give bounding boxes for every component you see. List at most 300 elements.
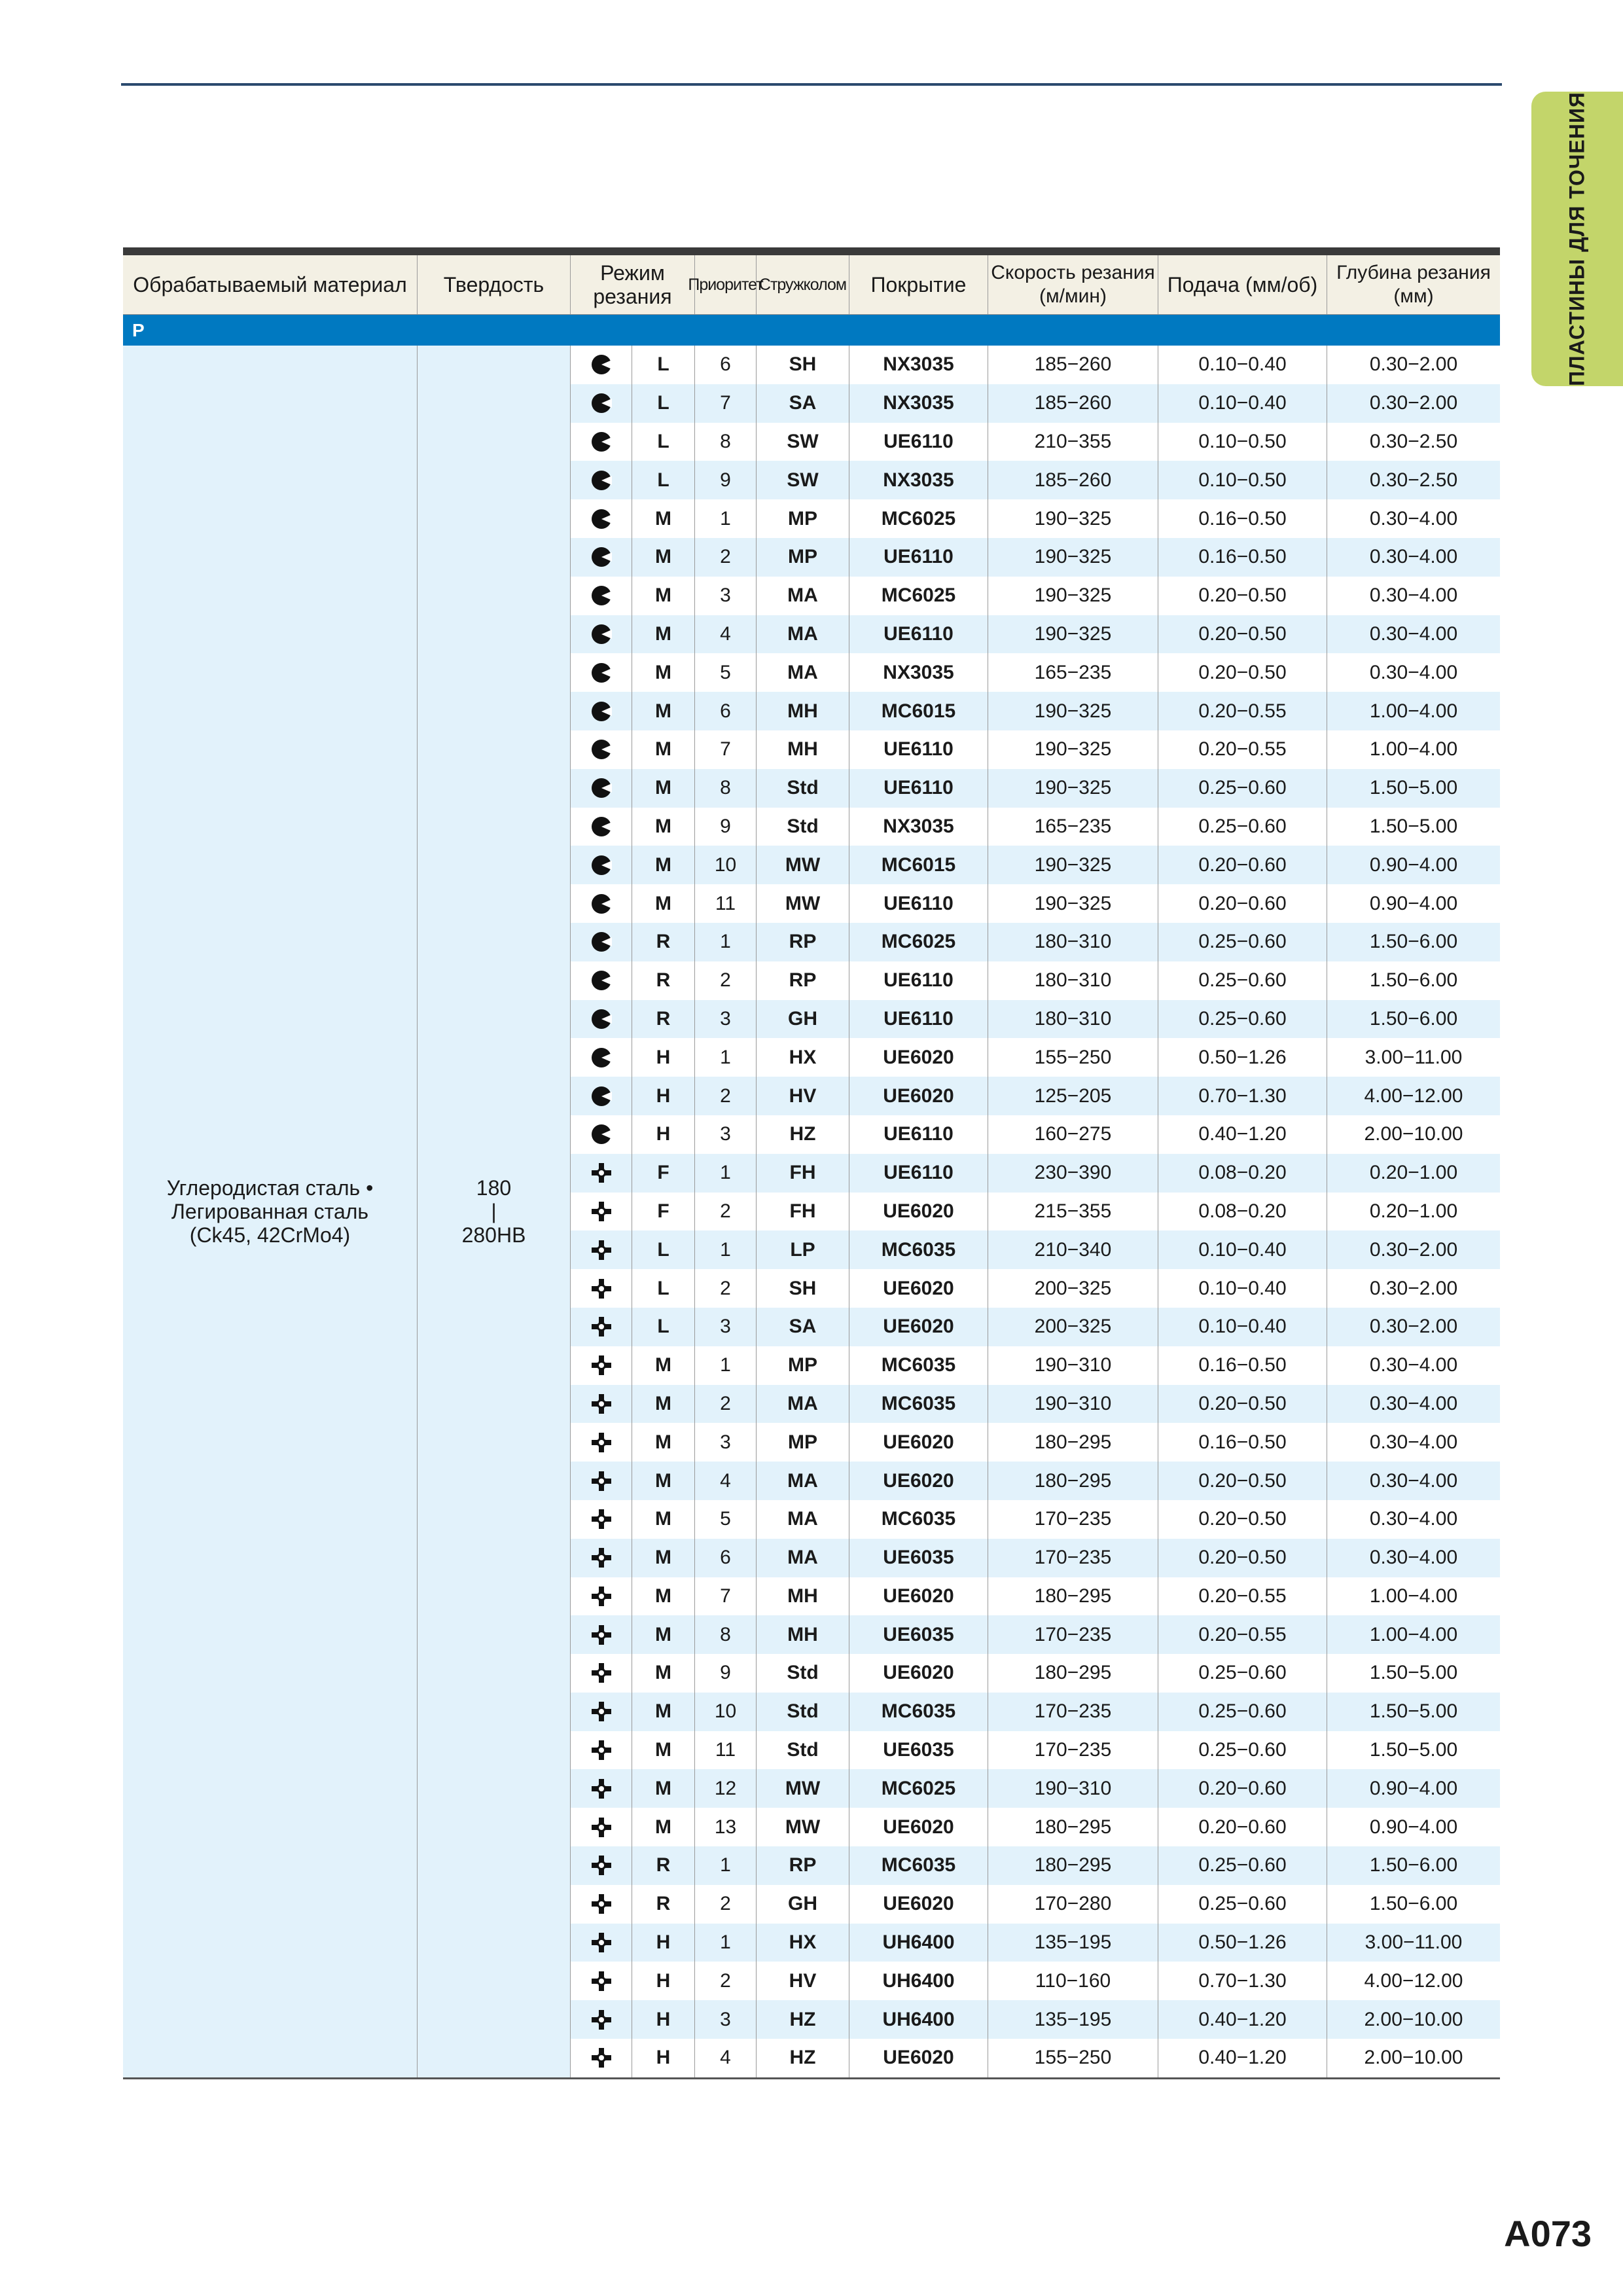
mode-cell: L — [632, 423, 695, 461]
hardness-line: 180 — [476, 1175, 512, 1200]
chipbreaker-cell: SH — [757, 1269, 849, 1308]
table-row — [571, 769, 1500, 808]
table-row — [571, 1808, 1500, 1846]
feed-cell: 0.10−0.40 — [1158, 1269, 1327, 1308]
coating-cell: MC6035 — [849, 1230, 988, 1269]
depth-cell: 1.00−4.00 — [1369, 1585, 1458, 1607]
table-row — [571, 1038, 1500, 1077]
mode-cell: M — [632, 1769, 695, 1808]
priority-cell: 3 — [695, 1423, 757, 1462]
speed-cell: 190−325 — [988, 499, 1158, 538]
mode-cell: M — [632, 538, 695, 577]
priority-cell: 5 — [695, 1500, 757, 1539]
chipbreaker-cell: MA — [757, 1385, 849, 1424]
chipbreaker-cell: HV — [757, 1962, 849, 2000]
insert-double-sided-icon — [571, 1230, 632, 1269]
chipbreaker-cell: Std — [757, 769, 849, 808]
hardness-cell — [418, 346, 571, 2077]
feed-cell: 0.20−0.60 — [1158, 846, 1327, 884]
speed-cell: 185−260 — [988, 461, 1158, 499]
coating-cell: NX3035 — [849, 653, 988, 692]
feed-cell: 0.20−0.55 — [1158, 1615, 1327, 1654]
mode-cell: H — [632, 2039, 695, 2077]
feed-cell: 0.25−0.60 — [1158, 1000, 1327, 1039]
feed-cell: 0.50−1.26 — [1158, 1038, 1327, 1077]
priority-cell: 3 — [695, 577, 757, 615]
priority-cell: 11 — [695, 884, 757, 923]
speed-cell: 170−235 — [988, 1615, 1158, 1654]
depth-cell: 0.30−2.00 — [1369, 392, 1458, 414]
mode-cell: H — [632, 1115, 695, 1154]
coating-cell: UE6110 — [849, 423, 988, 461]
table-row — [571, 1577, 1500, 1616]
insert-single-sided-icon — [571, 884, 632, 923]
feed-cell: 0.25−0.60 — [1158, 1846, 1327, 1885]
coating-cell: UE6020 — [849, 1038, 988, 1077]
speed-cell: 170−235 — [988, 1500, 1158, 1539]
depth-cell: 1.00−4.00 — [1369, 1623, 1458, 1645]
insert-double-sided-icon — [571, 1924, 632, 1962]
table-row — [571, 808, 1500, 846]
table-row — [571, 1962, 1500, 2000]
coating-cell: UE6020 — [849, 1193, 988, 1231]
insert-single-sided-icon — [571, 808, 632, 846]
priority-cell: 8 — [695, 769, 757, 808]
feed-cell: 0.16−0.50 — [1158, 499, 1327, 538]
coating-cell: UE6110 — [849, 961, 988, 1000]
header-mode: Режим резания — [571, 255, 695, 314]
feed-cell: 0.25−0.60 — [1158, 769, 1327, 808]
mode-cell: F — [632, 1154, 695, 1193]
table-row — [571, 1615, 1500, 1654]
feed-cell: 0.20−0.60 — [1158, 1769, 1327, 1808]
depth-cell: 2.00−10.00 — [1364, 2047, 1463, 2069]
priority-cell: 1 — [695, 1154, 757, 1193]
speed-cell: 230−390 — [988, 1154, 1158, 1193]
speed-cell: 190−325 — [988, 846, 1158, 884]
depth-cell: 1.50−5.00 — [1369, 1739, 1458, 1761]
insert-double-sided-icon — [571, 1731, 632, 1770]
coating-cell: UE6020 — [849, 2039, 988, 2077]
depth-cell: 4.00−12.00 — [1364, 1969, 1463, 1992]
insert-double-sided-icon — [571, 2000, 632, 2039]
speed-cell: 170−280 — [988, 1885, 1158, 1924]
mode-cell: M — [632, 577, 695, 615]
table-row — [571, 1693, 1500, 1731]
chipbreaker-cell: MA — [757, 1539, 849, 1577]
priority-cell: 1 — [695, 1230, 757, 1269]
feed-cell: 0.10−0.50 — [1158, 461, 1327, 499]
material-group-bar — [123, 315, 1500, 346]
mode-cell: M — [632, 884, 695, 923]
table-row — [571, 1654, 1500, 1693]
insert-single-sided-icon — [571, 1077, 632, 1115]
speed-cell: 180−310 — [988, 1000, 1158, 1039]
speed-cell: 190−310 — [988, 1346, 1158, 1385]
coating-cell: UE6020 — [849, 1269, 988, 1308]
insert-double-sided-icon — [571, 1846, 632, 1885]
speed-cell: 200−325 — [988, 1308, 1158, 1346]
depth-cell: 0.30−4.00 — [1369, 546, 1458, 568]
insert-single-sided-icon — [571, 1000, 632, 1039]
coating-cell: UH6400 — [849, 2000, 988, 2039]
mode-cell: L — [632, 1230, 695, 1269]
feed-cell: 0.25−0.60 — [1158, 923, 1327, 961]
speed-cell: 190−325 — [988, 538, 1158, 577]
hardness-line: | — [491, 1199, 497, 1223]
depth-cell: 1.50−6.00 — [1369, 1007, 1458, 1030]
table-row — [571, 1846, 1500, 1885]
coating-cell: NX3035 — [849, 808, 988, 846]
chipbreaker-cell: HX — [757, 1038, 849, 1077]
chipbreaker-cell: MP — [757, 1423, 849, 1462]
mode-cell: L — [632, 1308, 695, 1346]
coating-cell: MC6025 — [849, 1769, 988, 1808]
chipbreaker-cell: MW — [757, 884, 849, 923]
insert-single-sided-icon — [571, 1038, 632, 1077]
speed-cell: 165−235 — [988, 808, 1158, 846]
mode-cell: M — [632, 1577, 695, 1616]
depth-cell: 4.00−12.00 — [1364, 1085, 1463, 1107]
insert-single-sided-icon — [571, 692, 632, 730]
speed-cell: 180−295 — [988, 1423, 1158, 1462]
coating-cell: UE6035 — [849, 1615, 988, 1654]
table-row — [571, 1000, 1500, 1039]
feed-cell: 0.10−0.40 — [1158, 346, 1327, 384]
chipbreaker-cell: Std — [757, 1693, 849, 1731]
speed-cell: 170−235 — [988, 1539, 1158, 1577]
speed-cell: 180−295 — [988, 1462, 1158, 1500]
mode-cell: H — [632, 1038, 695, 1077]
priority-cell: 5 — [695, 653, 757, 692]
priority-cell: 2 — [695, 1885, 757, 1924]
speed-cell: 190−310 — [988, 1385, 1158, 1424]
coating-cell: MC6035 — [849, 1346, 988, 1385]
chipbreaker-cell: MH — [757, 692, 849, 730]
coating-cell: UE6035 — [849, 1731, 988, 1770]
chipbreaker-cell: HZ — [757, 2039, 849, 2077]
depth-cell: 0.30−2.50 — [1369, 430, 1458, 452]
depth-cell: 0.30−2.00 — [1369, 1316, 1458, 1338]
mode-cell: H — [632, 1077, 695, 1115]
mode-cell: M — [632, 653, 695, 692]
depth-cell: 0.30−4.00 — [1369, 1392, 1458, 1414]
table-row — [571, 1346, 1500, 1385]
coating-cell: UE6110 — [849, 730, 988, 769]
chipbreaker-cell: RP — [757, 923, 849, 961]
chipbreaker-cell: MH — [757, 1577, 849, 1616]
header-coating: Покрытие — [849, 255, 988, 314]
depth-cell: 0.30−4.00 — [1369, 1354, 1458, 1376]
chipbreaker-cell: MP — [757, 1346, 849, 1385]
depth-cell: 0.20−1.00 — [1369, 1200, 1458, 1222]
priority-cell: 7 — [695, 730, 757, 769]
depth-cell: 0.30−4.00 — [1369, 622, 1458, 645]
section-side-tab-label: ПЛАСТИНЫ ДЛЯ ТОЧЕНИЯ — [1565, 92, 1589, 386]
mode-cell: M — [632, 1654, 695, 1693]
table-row — [571, 1308, 1500, 1346]
priority-cell: 8 — [695, 423, 757, 461]
insert-single-sided-icon — [571, 1115, 632, 1154]
feed-cell: 0.20−0.55 — [1158, 1577, 1327, 1616]
chipbreaker-cell: SA — [757, 1308, 849, 1346]
coating-cell: NX3035 — [849, 384, 988, 423]
table-row — [571, 499, 1500, 538]
speed-cell: 165−235 — [988, 653, 1158, 692]
table-row — [571, 1462, 1500, 1500]
chipbreaker-cell: GH — [757, 1885, 849, 1924]
table-row — [571, 846, 1500, 884]
coating-cell: UE6110 — [849, 538, 988, 577]
chipbreaker-cell: Std — [757, 1654, 849, 1693]
feed-cell: 0.25−0.60 — [1158, 1693, 1327, 1731]
table-row — [571, 1539, 1500, 1577]
chipbreaker-cell: SW — [757, 461, 849, 499]
depth-cell: 0.90−4.00 — [1369, 1816, 1458, 1838]
depth-cell: 0.90−4.00 — [1369, 853, 1458, 876]
chipbreaker-cell: SH — [757, 346, 849, 384]
priority-cell: 1 — [695, 923, 757, 961]
chipbreaker-cell: GH — [757, 1000, 849, 1039]
chipbreaker-cell: FH — [757, 1154, 849, 1193]
material-line: Легированная сталь — [171, 1199, 369, 1223]
feed-cell: 0.20−0.55 — [1158, 692, 1327, 730]
priority-cell: 11 — [695, 1731, 757, 1770]
mode-cell: L — [632, 346, 695, 384]
speed-cell: 190−325 — [988, 692, 1158, 730]
coating-cell: UE6020 — [849, 1654, 988, 1693]
depth-cell: 2.00−10.00 — [1364, 2008, 1463, 2030]
depth-cell: 0.30−4.00 — [1369, 507, 1458, 529]
coating-cell: MC6035 — [849, 1385, 988, 1424]
table-row — [571, 461, 1500, 499]
coating-cell: MC6015 — [849, 846, 988, 884]
priority-cell: 10 — [695, 846, 757, 884]
speed-cell: 135−195 — [988, 1924, 1158, 1962]
insert-single-sided-icon — [571, 577, 632, 615]
feed-cell: 0.70−1.30 — [1158, 1962, 1327, 2000]
insert-single-sided-icon — [571, 846, 632, 884]
insert-single-sided-icon — [571, 461, 632, 499]
depth-cell: 2.00−10.00 — [1364, 1123, 1463, 1145]
depth-cell: 0.90−4.00 — [1369, 892, 1458, 914]
table-row — [571, 1500, 1500, 1539]
table-row — [571, 1115, 1500, 1154]
chipbreaker-cell: Std — [757, 808, 849, 846]
feed-cell: 0.25−0.60 — [1158, 961, 1327, 1000]
mode-cell: M — [632, 499, 695, 538]
feed-cell: 0.20−0.60 — [1158, 1808, 1327, 1846]
feed-cell: 0.20−0.50 — [1158, 1385, 1327, 1424]
chipbreaker-cell: HZ — [757, 2000, 849, 2039]
table-header — [123, 247, 1500, 315]
feed-cell: 0.10−0.40 — [1158, 1230, 1327, 1269]
insert-single-sided-icon — [571, 769, 632, 808]
coating-cell: UE6110 — [849, 884, 988, 923]
insert-double-sided-icon — [571, 1654, 632, 1693]
mode-cell: R — [632, 961, 695, 1000]
chipbreaker-cell: MP — [757, 538, 849, 577]
chipbreaker-cell: SA — [757, 384, 849, 423]
depth-cell: 0.30−4.00 — [1369, 661, 1458, 683]
mode-cell: M — [632, 1615, 695, 1654]
coating-cell: MC6025 — [849, 499, 988, 538]
mode-cell: L — [632, 1269, 695, 1308]
priority-cell: 2 — [695, 1193, 757, 1231]
insert-double-sided-icon — [571, 1693, 632, 1731]
header-material: Обрабатываемый материал — [123, 255, 418, 314]
insert-single-sided-icon — [571, 538, 632, 577]
priority-cell: 2 — [695, 1385, 757, 1424]
mode-cell: R — [632, 923, 695, 961]
insert-double-sided-icon — [571, 1308, 632, 1346]
table-row — [571, 653, 1500, 692]
table-rows — [571, 346, 1500, 2077]
table-row — [571, 1193, 1500, 1231]
coating-cell: NX3035 — [849, 461, 988, 499]
mode-cell: H — [632, 2000, 695, 2039]
table-row — [571, 884, 1500, 923]
insert-single-sided-icon — [571, 423, 632, 461]
chipbreaker-cell: MP — [757, 499, 849, 538]
chipbreaker-cell: MA — [757, 577, 849, 615]
table-row — [571, 577, 1500, 615]
feed-cell: 0.25−0.60 — [1158, 1885, 1327, 1924]
feed-cell: 0.10−0.50 — [1158, 423, 1327, 461]
priority-cell: 3 — [695, 1308, 757, 1346]
mode-cell: M — [632, 1500, 695, 1539]
chipbreaker-cell: FH — [757, 1193, 849, 1231]
top-rule — [121, 83, 1502, 86]
mode-cell: M — [632, 1731, 695, 1770]
header-priority: Приоритет — [695, 255, 757, 314]
hardness-line: 280HB — [461, 1223, 526, 1247]
insert-single-sided-icon — [571, 384, 632, 423]
feed-cell: 0.50−1.26 — [1158, 1924, 1327, 1962]
table-row — [571, 730, 1500, 769]
mode-cell: M — [632, 1462, 695, 1500]
mode-cell: M — [632, 615, 695, 654]
feed-cell: 0.25−0.60 — [1158, 808, 1327, 846]
mode-cell: M — [632, 1808, 695, 1846]
insert-single-sided-icon — [571, 961, 632, 1000]
feed-cell: 0.20−0.55 — [1158, 730, 1327, 769]
feed-cell: 0.40−1.20 — [1158, 2039, 1327, 2077]
priority-cell: 1 — [695, 1846, 757, 1885]
priority-cell: 1 — [695, 1038, 757, 1077]
table-row — [571, 961, 1500, 1000]
cutting-conditions-table — [123, 247, 1500, 2079]
table-row — [571, 692, 1500, 730]
depth-cell: 0.30−2.00 — [1369, 1238, 1458, 1261]
table-row — [571, 923, 1500, 961]
feed-cell: 0.16−0.50 — [1158, 1346, 1327, 1385]
table-row — [571, 1769, 1500, 1808]
insert-double-sided-icon — [571, 1462, 632, 1500]
speed-cell: 110−160 — [988, 1962, 1158, 2000]
chipbreaker-cell: HV — [757, 1077, 849, 1115]
coating-cell: UE6110 — [849, 1000, 988, 1039]
feed-cell: 0.40−1.20 — [1158, 1115, 1327, 1154]
priority-cell: 10 — [695, 1693, 757, 1731]
insert-double-sided-icon — [571, 2039, 632, 2077]
priority-cell: 13 — [695, 1808, 757, 1846]
speed-cell: 180−310 — [988, 923, 1158, 961]
table-row — [571, 615, 1500, 654]
table-body — [123, 346, 1500, 2079]
depth-cell: 0.30−4.00 — [1369, 1547, 1458, 1569]
priority-cell: 7 — [695, 384, 757, 423]
header-hardness: Твердость — [418, 255, 571, 314]
feed-cell: 0.20−0.50 — [1158, 1462, 1327, 1500]
chipbreaker-cell: RP — [757, 1846, 849, 1885]
coating-cell: MC6015 — [849, 692, 988, 730]
speed-cell: 180−295 — [988, 1577, 1158, 1616]
header-speed: Скорость резания (м/мин) — [988, 255, 1158, 314]
feed-cell: 0.40−1.20 — [1158, 2000, 1327, 2039]
feed-cell: 0.25−0.60 — [1158, 1731, 1327, 1770]
header-feed: Подача (мм/об) — [1158, 255, 1327, 314]
coating-cell: UE6110 — [849, 1154, 988, 1193]
header-chipbreaker: Стружколом — [757, 255, 849, 314]
table-row — [571, 1423, 1500, 1462]
chipbreaker-cell: Std — [757, 1731, 849, 1770]
mode-cell: H — [632, 1962, 695, 2000]
priority-cell: 9 — [695, 461, 757, 499]
insert-double-sided-icon — [571, 1385, 632, 1424]
speed-cell: 180−295 — [988, 1808, 1158, 1846]
chipbreaker-cell: MW — [757, 1769, 849, 1808]
coating-cell: UE6020 — [849, 1423, 988, 1462]
priority-cell: 4 — [695, 615, 757, 654]
feed-cell: 0.08−0.20 — [1158, 1154, 1327, 1193]
depth-cell: 0.30−4.00 — [1369, 584, 1458, 607]
speed-cell: 155−250 — [988, 2039, 1158, 2077]
coating-cell: MC6035 — [849, 1693, 988, 1731]
coating-cell: MC6025 — [849, 923, 988, 961]
priority-cell: 6 — [695, 1539, 757, 1577]
speed-cell: 215−355 — [988, 1193, 1158, 1231]
feed-cell: 0.10−0.40 — [1158, 1308, 1327, 1346]
coating-cell: UE6110 — [849, 769, 988, 808]
table-row — [571, 346, 1500, 384]
depth-cell: 1.50−6.00 — [1369, 1893, 1458, 1915]
depth-cell: 1.50−6.00 — [1369, 1854, 1458, 1876]
chipbreaker-cell: LP — [757, 1230, 849, 1269]
page-number: A073 — [1504, 2213, 1592, 2254]
mode-cell: M — [632, 808, 695, 846]
feed-cell: 0.20−0.50 — [1158, 1539, 1327, 1577]
priority-cell: 9 — [695, 808, 757, 846]
mode-cell: R — [632, 1846, 695, 1885]
priority-cell: 1 — [695, 1924, 757, 1962]
table-row — [571, 2039, 1500, 2077]
priority-cell: 4 — [695, 2039, 757, 2077]
insert-double-sided-icon — [571, 1769, 632, 1808]
chipbreaker-cell: MA — [757, 653, 849, 692]
priority-cell: 3 — [695, 1000, 757, 1039]
coating-cell: UE6110 — [849, 1115, 988, 1154]
speed-cell: 170−235 — [988, 1693, 1158, 1731]
table-row — [571, 1230, 1500, 1269]
insert-double-sided-icon — [571, 1885, 632, 1924]
section-side-tab — [1531, 92, 1623, 386]
priority-cell: 3 — [695, 2000, 757, 2039]
table-row — [571, 1269, 1500, 1308]
coating-cell: UH6400 — [849, 1962, 988, 2000]
material-cell — [123, 346, 418, 2077]
mode-cell: L — [632, 384, 695, 423]
